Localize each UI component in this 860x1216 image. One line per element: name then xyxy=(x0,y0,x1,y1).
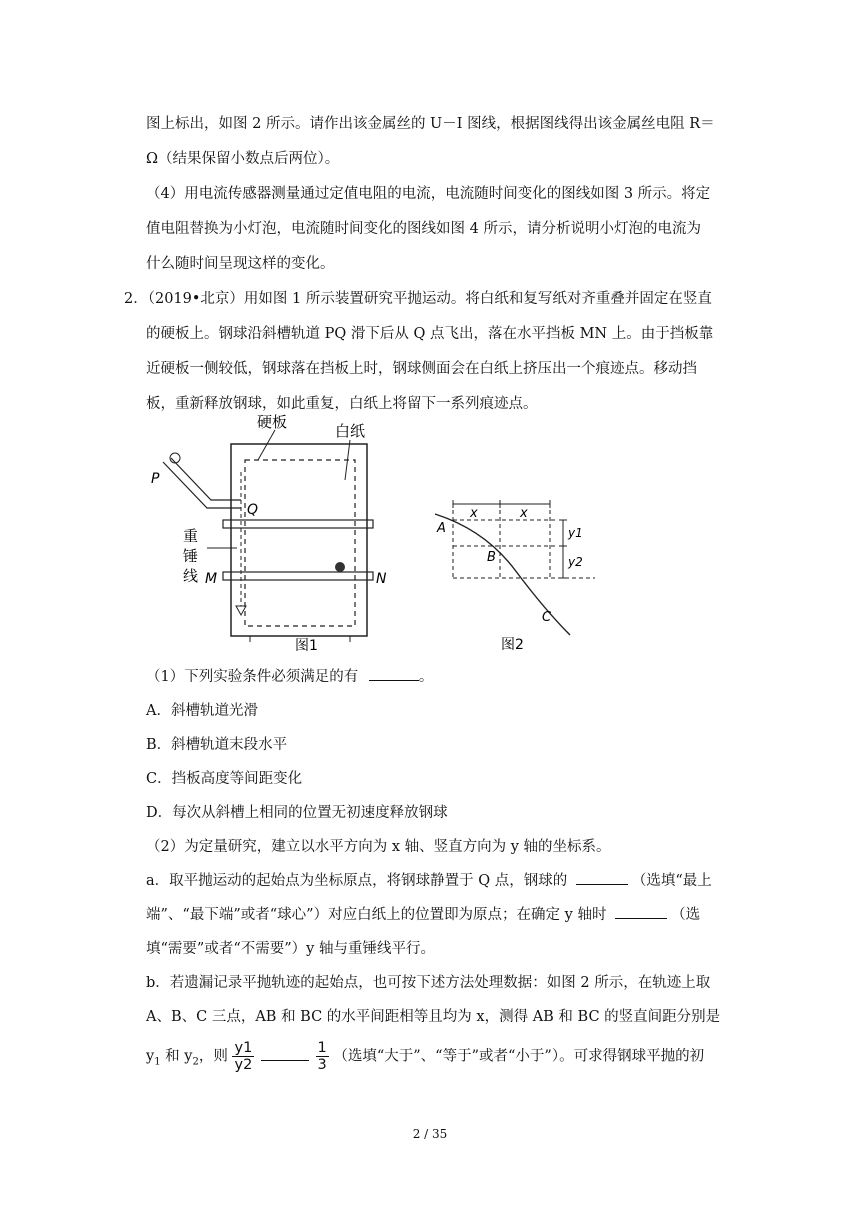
label-y2: y2 xyxy=(568,555,583,569)
text-line: 值电阻替换为小灯泡，电流随时间变化的图线如图 4 所示，请分析说明小灯泡的电流为 xyxy=(146,221,701,237)
question-heading: 2．（2019•北京）用如图 1 所示装置研究平抛运动。将白纸和复写纸对齐重叠并固定在竖直 xyxy=(124,291,712,307)
figure-1-caption: 图1 xyxy=(295,638,318,654)
text-segment: ，则 xyxy=(198,1048,228,1065)
option-c: C．挡板高度等间距变化 xyxy=(146,771,303,787)
label-plumb-2: 锤 xyxy=(183,547,199,565)
chute-track xyxy=(163,458,241,508)
text-line: 图上标出，如图 2 所示。请作出该金属丝的 U－I 图线，根据图线得出该金属丝电阻 R＝ xyxy=(146,116,715,132)
text-line: A、B、C 三点，AB 和 BC 的水平间距相等且均为 x，测得 AB 和 BC 的竖直间距分别是 xyxy=(146,1009,721,1025)
figure-2 xyxy=(425,490,605,659)
page-number: 2 / 35 xyxy=(412,1127,448,1141)
text-line: Ω（结果保留小数点后两位）。 xyxy=(146,151,340,167)
label-c: C xyxy=(542,610,552,625)
subscript: 2 xyxy=(192,1056,199,1068)
text-segment: （选填“大于”、“等于”或者“小于”）。可求得钢球平抛的初 xyxy=(333,1048,705,1065)
text-segment: （选 xyxy=(671,907,701,923)
text-line: 什么随时间呈现这样的变化。 xyxy=(146,256,335,272)
fraction-denominator: y2 xyxy=(234,1057,253,1073)
label-pointer xyxy=(258,430,275,460)
fraction-y1-y2 xyxy=(232,1040,254,1073)
fraction-numerator: y1 xyxy=(234,1040,253,1056)
text-line: 填“需要”或者“不需要”）y 轴与重锤线平行。 xyxy=(146,941,435,957)
label-m: M xyxy=(205,571,218,587)
answer-blank[interactable] xyxy=(576,870,628,885)
label-a: A xyxy=(437,521,446,536)
option-d: D．每次从斜槽上相同的位置无初速度释放钢球 xyxy=(146,805,448,821)
label-x: x xyxy=(470,506,478,521)
text-segment: 端”、“最下端”或者“球心”）对应白纸上的位置即为原点；在确定 y 轴时 xyxy=(146,907,607,923)
text-segment: （选填“最上 xyxy=(631,873,712,889)
answer-blank[interactable] xyxy=(615,904,667,919)
text-line xyxy=(146,903,700,924)
label-b: B xyxy=(487,550,496,565)
fraction-one-third xyxy=(316,1040,329,1073)
label-board: 硬板 xyxy=(257,413,288,431)
fraction-numerator: 1 xyxy=(317,1040,327,1056)
text-line: b．若遗漏记录平抛轨迹的起始点，也可按下述方法处理数据：如图 2 所示，在轨迹上取 xyxy=(146,975,711,991)
question-1-end: 。 xyxy=(418,669,434,685)
text-line: （4）用电流传感器测量通过定值电阻的电流，电流随时间变化的图线如图 3 所示。将定 xyxy=(146,186,711,202)
figure-1 xyxy=(145,410,385,659)
text-line: 的硬板上。钢球沿斜槽轨道 PQ 滑下后从 Q 点飞出，落在水平挡板 MN 上。由于挡板靠 xyxy=(146,326,714,342)
text-segment: 和 y xyxy=(160,1048,193,1065)
label-x: x xyxy=(520,506,528,521)
question-1-text: （1）下列实验条件必须满足的有 xyxy=(146,669,359,685)
fraction-denominator: 3 xyxy=(317,1057,327,1073)
text-segment: y xyxy=(146,1048,155,1065)
label-q: Q xyxy=(247,502,259,518)
label-plumb-3: 线 xyxy=(183,567,199,585)
text-line xyxy=(146,1040,704,1073)
answer-blank[interactable] xyxy=(261,1046,309,1061)
option-a: A．斜槽轨道光滑 xyxy=(146,703,258,719)
paper-outline xyxy=(245,460,355,626)
label-p: P xyxy=(151,471,160,487)
text-segment: a．取平抛运动的起始点为坐标原点，将钢球静置于 Q 点，钢球的 xyxy=(146,873,568,889)
option-b: B．斜槽轨道末段水平 xyxy=(146,737,288,753)
label-n: N xyxy=(376,571,387,587)
question-1 xyxy=(146,665,433,686)
subscript: 1 xyxy=(154,1056,161,1068)
text-line: 板，重新释放钢球，如此重复，白纸上将留下一系列痕迹点。 xyxy=(146,396,538,412)
text-line xyxy=(146,869,712,890)
label-y1: y1 xyxy=(568,526,583,540)
figure-2-caption: 图2 xyxy=(501,637,524,653)
answer-blank[interactable] xyxy=(369,666,419,681)
text-line: 近硬板一侧较低，钢球落在挡板上时，钢球侧面会在白纸上挤压出一个痕迹点。移动挡 xyxy=(146,361,697,377)
question-2: （2）为定量研究，建立以水平方向为 x 轴、竖直方向为 y 轴的坐标系。 xyxy=(146,839,611,855)
board-outline xyxy=(231,444,367,636)
label-paper: 白纸 xyxy=(335,422,366,440)
steel-ball xyxy=(335,562,345,572)
label-plumb-1: 重 xyxy=(183,527,199,545)
